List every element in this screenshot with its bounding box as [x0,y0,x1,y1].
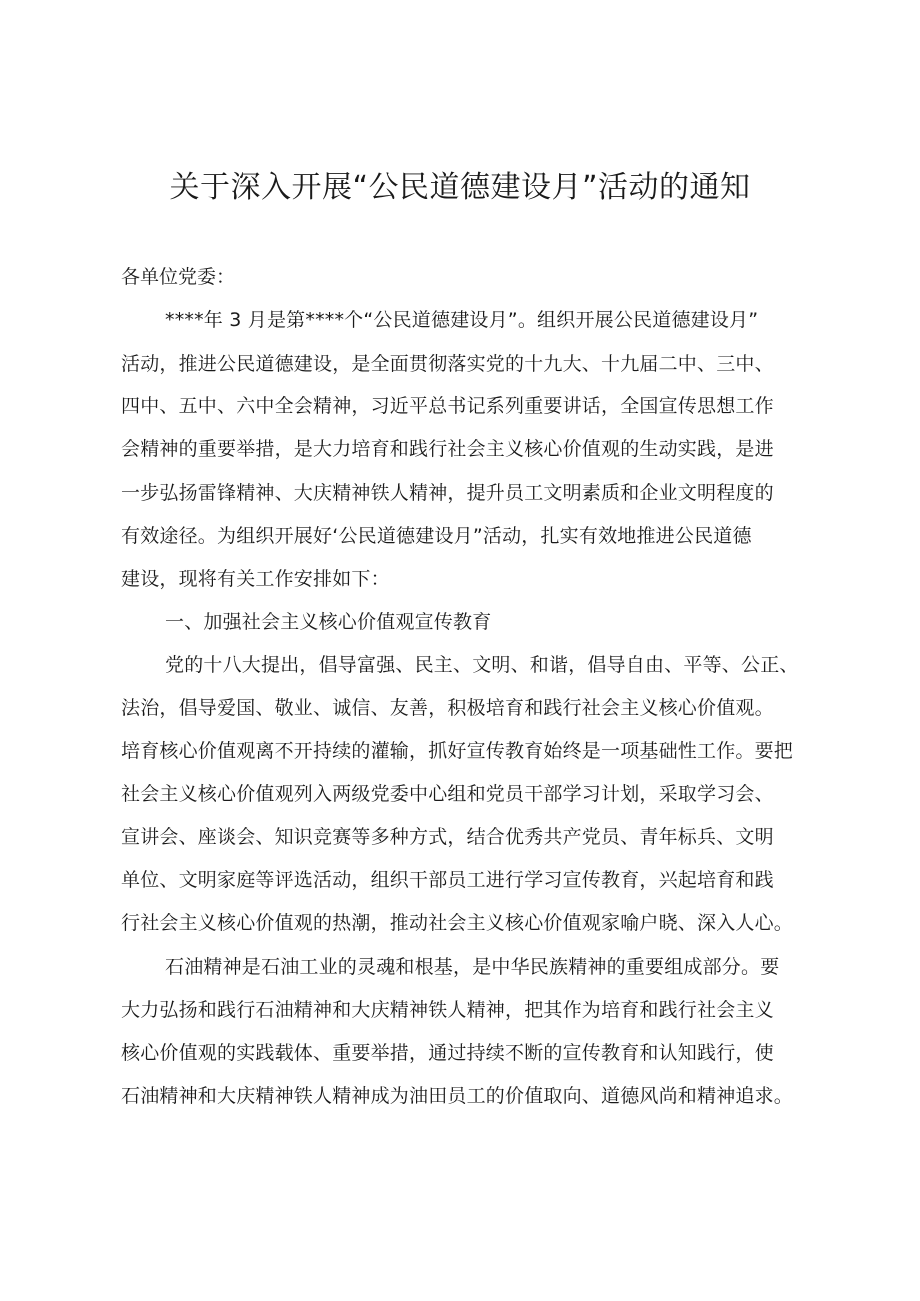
paragraph-line: 法治，倡导爱国、敬业、诚信、友善，积极培育和践行社会主义核心价值观。 [121,697,774,719]
paragraph-line: 社会主义核心价值观列入两级党委中心组和党员干部学习计划，采取学习会、 [121,783,774,805]
paragraph-line: 有效途径。为组织开展好‘公民道德建设月”活动，扎实有效地推进公民道德 [121,525,752,547]
paragraph-line: 会精神的重要举措，是大力培育和践行社会主义核心价值观的生动实践，是进 [121,438,774,460]
salutation: 各单位党委： [121,266,236,288]
paragraph-line: 石油精神和大庆精神铁人精神成为油田员工的价值取向、道德风尚和精神追求。 [121,1085,794,1107]
paragraph-line: 培育核心价值观离不开持续的灌输，抓好宣传教育始终是一项基础性工作。要把 [121,740,794,762]
paragraph-line: 党的十八大提出，倡导富强、民主、文明、和谐，倡导自由、平等、公正、 [165,654,799,676]
paragraph-line: 建设，现将有关工作安排如下： [121,568,390,590]
paragraph-line: 宣讲会、座谈会、知识竞赛等多种方式，结合优秀共产党员、青年标兵、文明 [121,826,774,848]
section-heading: 一、加强社会主义核心价值观宣传教育 [165,611,492,633]
paragraph-line: 大力弘扬和践行石油精神和大庆精神铁人精神，把其作为培育和践行社会主义 [121,999,774,1021]
document-title: 关于深入开展“公民道德建设月”活动的通知 [169,170,751,205]
paragraph-line: 一步弘扬雷锋精神、大庆精神铁人精神，提升员工文明素质和企业文明程度的 [121,482,774,504]
paragraph-line: 石油精神是石油工业的灵魂和根基，是中华民族精神的重要组成部分。要 [165,956,780,978]
paragraph-line: 四中、五中、六中全会精神，习近平总书记系列重要讲话，全国宣传思想工作 [121,395,774,417]
paragraph-line: 活动，推进公民道德建设，是全面贯彻落实党的十九大、十九届二中、三中、 [121,353,774,375]
paragraph-line: 核心价值观的实践载体、重要举措，通过持续不断的宣传教育和认知践行，使 [121,1042,774,1064]
paragraph-line: 行社会主义核心价值观的热潮，推动社会主义核心价值观家喻户晓、深入人心。 [121,912,794,934]
paragraph-line: 单位、文明家庭等评选活动，组织干部员工进行学习宣传教育，兴起培育和践 [121,869,774,891]
paragraph-line: ****年 3 月是第****个“公民道德建设月”。组织开展公民道德建设月” [165,309,759,331]
